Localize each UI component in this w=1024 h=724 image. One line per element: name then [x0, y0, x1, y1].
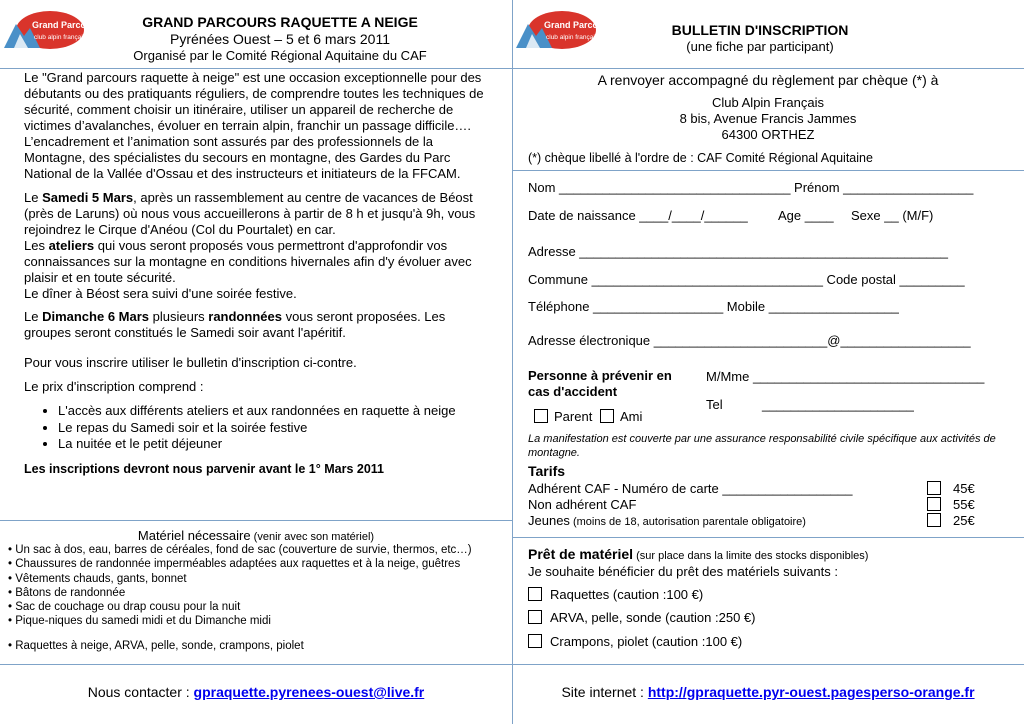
adresse-field[interactable]: Adresse ___________________________________________________	[528, 244, 949, 259]
return-address	[512, 72, 1024, 143]
pret-item-label: ARVA, pelle, sonde (caution :250 €)	[550, 610, 756, 625]
inscrire-text: Pour vous inscrire utiliser le bulletin d'inscription ci-contre.	[24, 355, 357, 370]
email-field[interactable]: Adresse électronique ________________________@__________________	[528, 333, 971, 348]
telephone-field[interactable]: Téléphone __________________ Mobile __________________	[528, 299, 899, 314]
assurance-note: La manifestation est couverte par une assurance responsabilité civile spécifique aux activités de montagne.	[528, 433, 996, 459]
tarif-price: 45€	[953, 481, 975, 496]
diner-text: Le dîner à Béost sera suivi d'une soirée festive.	[24, 286, 297, 301]
tel-field[interactable]: _____________________	[762, 397, 914, 412]
address-line: 8 bis, Avenue Francis Jammes	[679, 111, 857, 126]
raquettes-checkbox[interactable]	[528, 587, 542, 601]
samedi-text: Le Samedi 5 Mars, après un rassemblement au centre de vacances de Béost (près de Laruns) où nous vous accueillerons à partir de 8 h et jusqu'à 9h, vous rejoindrez le Cirque d'Anéou (Col du Pourtalet) en car.	[24, 190, 476, 237]
footer-divider	[0, 664, 1024, 665]
commune-field[interactable]: Commune ________________________________ Code postal _________	[528, 272, 965, 287]
pret-row	[528, 587, 703, 603]
materiel-title: Matériel nécessaire	[137, 528, 251, 543]
pret-title: Prêt de matériel	[528, 546, 634, 562]
tarif-jeunes-note: (moins de 18, autorisation parentale obligatoire)	[569, 516, 806, 528]
dimanche-text: Le Dimanche 6 Mars plusieurs randonnées vous seront proposées. Les groupes seront constitués le Samedi soir avant l'apéritif.	[24, 309, 446, 340]
contact-label: Nous contacter :	[87, 684, 194, 700]
address-line: 64300 ORTHEZ	[721, 127, 815, 142]
tarif-price: 55€	[953, 497, 975, 512]
site-url-link[interactable]: http://gpraquette.pyr-ouest.pagesperso-orange.fr	[647, 684, 975, 700]
event-dates: Pyrénées Ouest – 5 et 6 mars 2011	[170, 31, 390, 47]
contact-name-field[interactable]: M/Mme ________________________________	[706, 369, 985, 384]
list-item: • Raquettes à neige, ARVA, pelle, sonde, crampons, piolet	[8, 639, 508, 653]
pret-row	[528, 634, 742, 650]
event-description	[24, 70, 494, 477]
logo-text-sub: club alpin français	[546, 34, 599, 41]
organiser: Organisé par le Comité Régional Aquitaine du CAF	[133, 48, 427, 63]
form-subtitle: (une fiche par participant)	[686, 39, 834, 54]
list-item: • La nuitée et le petit déjeuner	[58, 436, 494, 453]
list-item: • Un sac à dos, eau, barres de céréales, fond de sac (couverture de survie, thermos, etc…)	[8, 543, 508, 557]
encadrement-text: L’encadrement et l’animation sont assurés par des professionnels de la Montagne, des spécialistes du secours en montagne, des Gardes du Parc National de la Vallée d'Ossau et des instructeurs et initiateurs de la FFCAM.	[24, 134, 461, 181]
sexe-field[interactable]: Sexe __ (M/F)	[851, 208, 934, 223]
list-item: • Chaussures de randonnée imperméables adaptées aux raquettes et à la neige, guêtres	[8, 557, 508, 571]
tarif-row	[927, 497, 975, 513]
ami-checkbox[interactable]	[600, 409, 614, 423]
prix-list	[24, 403, 494, 453]
pret-heading	[528, 546, 868, 564]
ateliers-text: Les ateliers qui vous seront proposés vous permettront d'approfondir vos connaissances sur la montagne en conditions hivernales afin d'y évoluer avec plaisir et en toute sécurité.	[24, 238, 472, 285]
pret-note: (sur place dans la limite des stocks disponibles)	[633, 550, 869, 562]
arva-checkbox[interactable]	[528, 610, 542, 624]
deadline-text: Les inscriptions devront nous parvenir avant le 1° Mars 2011	[24, 461, 384, 476]
club-alpin-logo	[516, 8, 613, 52]
tarif-row	[927, 513, 975, 529]
pret-row	[528, 610, 755, 626]
crampons-checkbox[interactable]	[528, 634, 542, 648]
logo-text-main: Grand Parcours	[32, 20, 101, 30]
nom-prenom-field[interactable]: Nom ________________________________ Prénom __________________	[528, 180, 974, 195]
tarif-jeunes-label: Jeunes	[528, 513, 570, 528]
ami-label: Ami	[619, 409, 643, 424]
list-item: • Sac de couchage ou drap cousu pour la nuit	[8, 600, 508, 614]
list-item: • L'accès aux différents ateliers et aux randonnées en raquette à neige	[58, 403, 494, 420]
tarif-price: 25€	[953, 513, 975, 528]
relation-options	[534, 409, 642, 425]
form-title: BULLETIN D'INSCRIPTION	[671, 22, 849, 38]
tarif-non-adherent-label: Non adhérent CAF	[528, 497, 637, 512]
materiel-divider	[0, 520, 512, 521]
list-item: • Bâtons de randonnée	[8, 586, 508, 600]
pret-intro: Je souhaite bénéficier du prêt des matériels suivants :	[528, 564, 839, 579]
club-alpin-logo	[4, 8, 101, 52]
parent-label: Parent	[554, 409, 593, 424]
address-divider	[512, 170, 1024, 171]
materiel-list	[8, 543, 508, 629]
right-header	[640, 22, 880, 55]
contact-email-link[interactable]: gpraquette.pyrenees-ouest@live.fr	[193, 684, 425, 700]
site-label: Site internet :	[561, 684, 648, 700]
logo-text-sub: club alpin français	[34, 34, 87, 41]
tarif-non-adherent-checkbox[interactable]	[927, 497, 941, 511]
pret-divider	[512, 537, 1024, 538]
pret-item-label: Raquettes (caution :100 €)	[550, 587, 704, 602]
tarif-row	[927, 481, 975, 497]
contact-footer	[0, 684, 512, 701]
naissance-field[interactable]: Date de naissance ____/____/______	[528, 208, 748, 223]
tarif-jeunes-checkbox[interactable]	[927, 513, 941, 527]
address-line: Club Alpin Français	[712, 95, 824, 110]
renvoyer-text: A renvoyer accompagné du règlement par chèque (*) à	[597, 72, 939, 88]
tarif-adherent-checkbox[interactable]	[927, 481, 941, 495]
site-footer	[512, 684, 1024, 701]
pret-item-label: Crampons, piolet (caution :100 €)	[550, 634, 743, 649]
prix-intro: Le prix d'inscription comprend :	[24, 379, 204, 394]
tarif-jeunes-row	[528, 513, 806, 530]
list-item: • Le repas du Samedi soir et la soirée festive	[58, 420, 494, 437]
tarif-adherent-label: Adhérent CAF - Numéro de carte __________________	[528, 481, 853, 496]
materiel-list-last	[8, 639, 508, 653]
prevenir-label: Personne à prévenir en cas d'accident	[528, 368, 672, 399]
left-header	[100, 14, 460, 64]
tel-label: Tel	[706, 397, 723, 412]
age-field[interactable]: Age ____	[778, 208, 834, 223]
materiel-list-wrap	[8, 543, 508, 653]
cheque-note: (*) chèque libellé à l'ordre de : CAF Comité Régional Aquitaine	[528, 151, 873, 165]
list-item: • Vêtements chauds, gants, bonnet	[8, 572, 508, 586]
logo-text-main: Grand Parcours	[544, 20, 613, 30]
list-item: • Pique-niques du samedi midi et du Dimanche midi	[8, 614, 508, 628]
parent-checkbox[interactable]	[534, 409, 548, 423]
header-divider	[0, 68, 1024, 69]
intro-text: Le "Grand parcours raquette à neige" est une occasion exceptionnelle pour des débutants ou des pratiquants réguliers, de comprendre toutes les techniques de sécurité, comment choisir un itinéraire, utiliser un appareil de recherche de victimes d’avalanches, évoluer en terrain alpin, franchir un passage difficile….	[24, 70, 484, 133]
page-title: GRAND PARCOURS RAQUETTE A NEIGE	[142, 14, 418, 30]
tarifs-title: Tarifs	[528, 463, 566, 479]
materiel-note: (venir avec son matériel)	[250, 531, 375, 543]
